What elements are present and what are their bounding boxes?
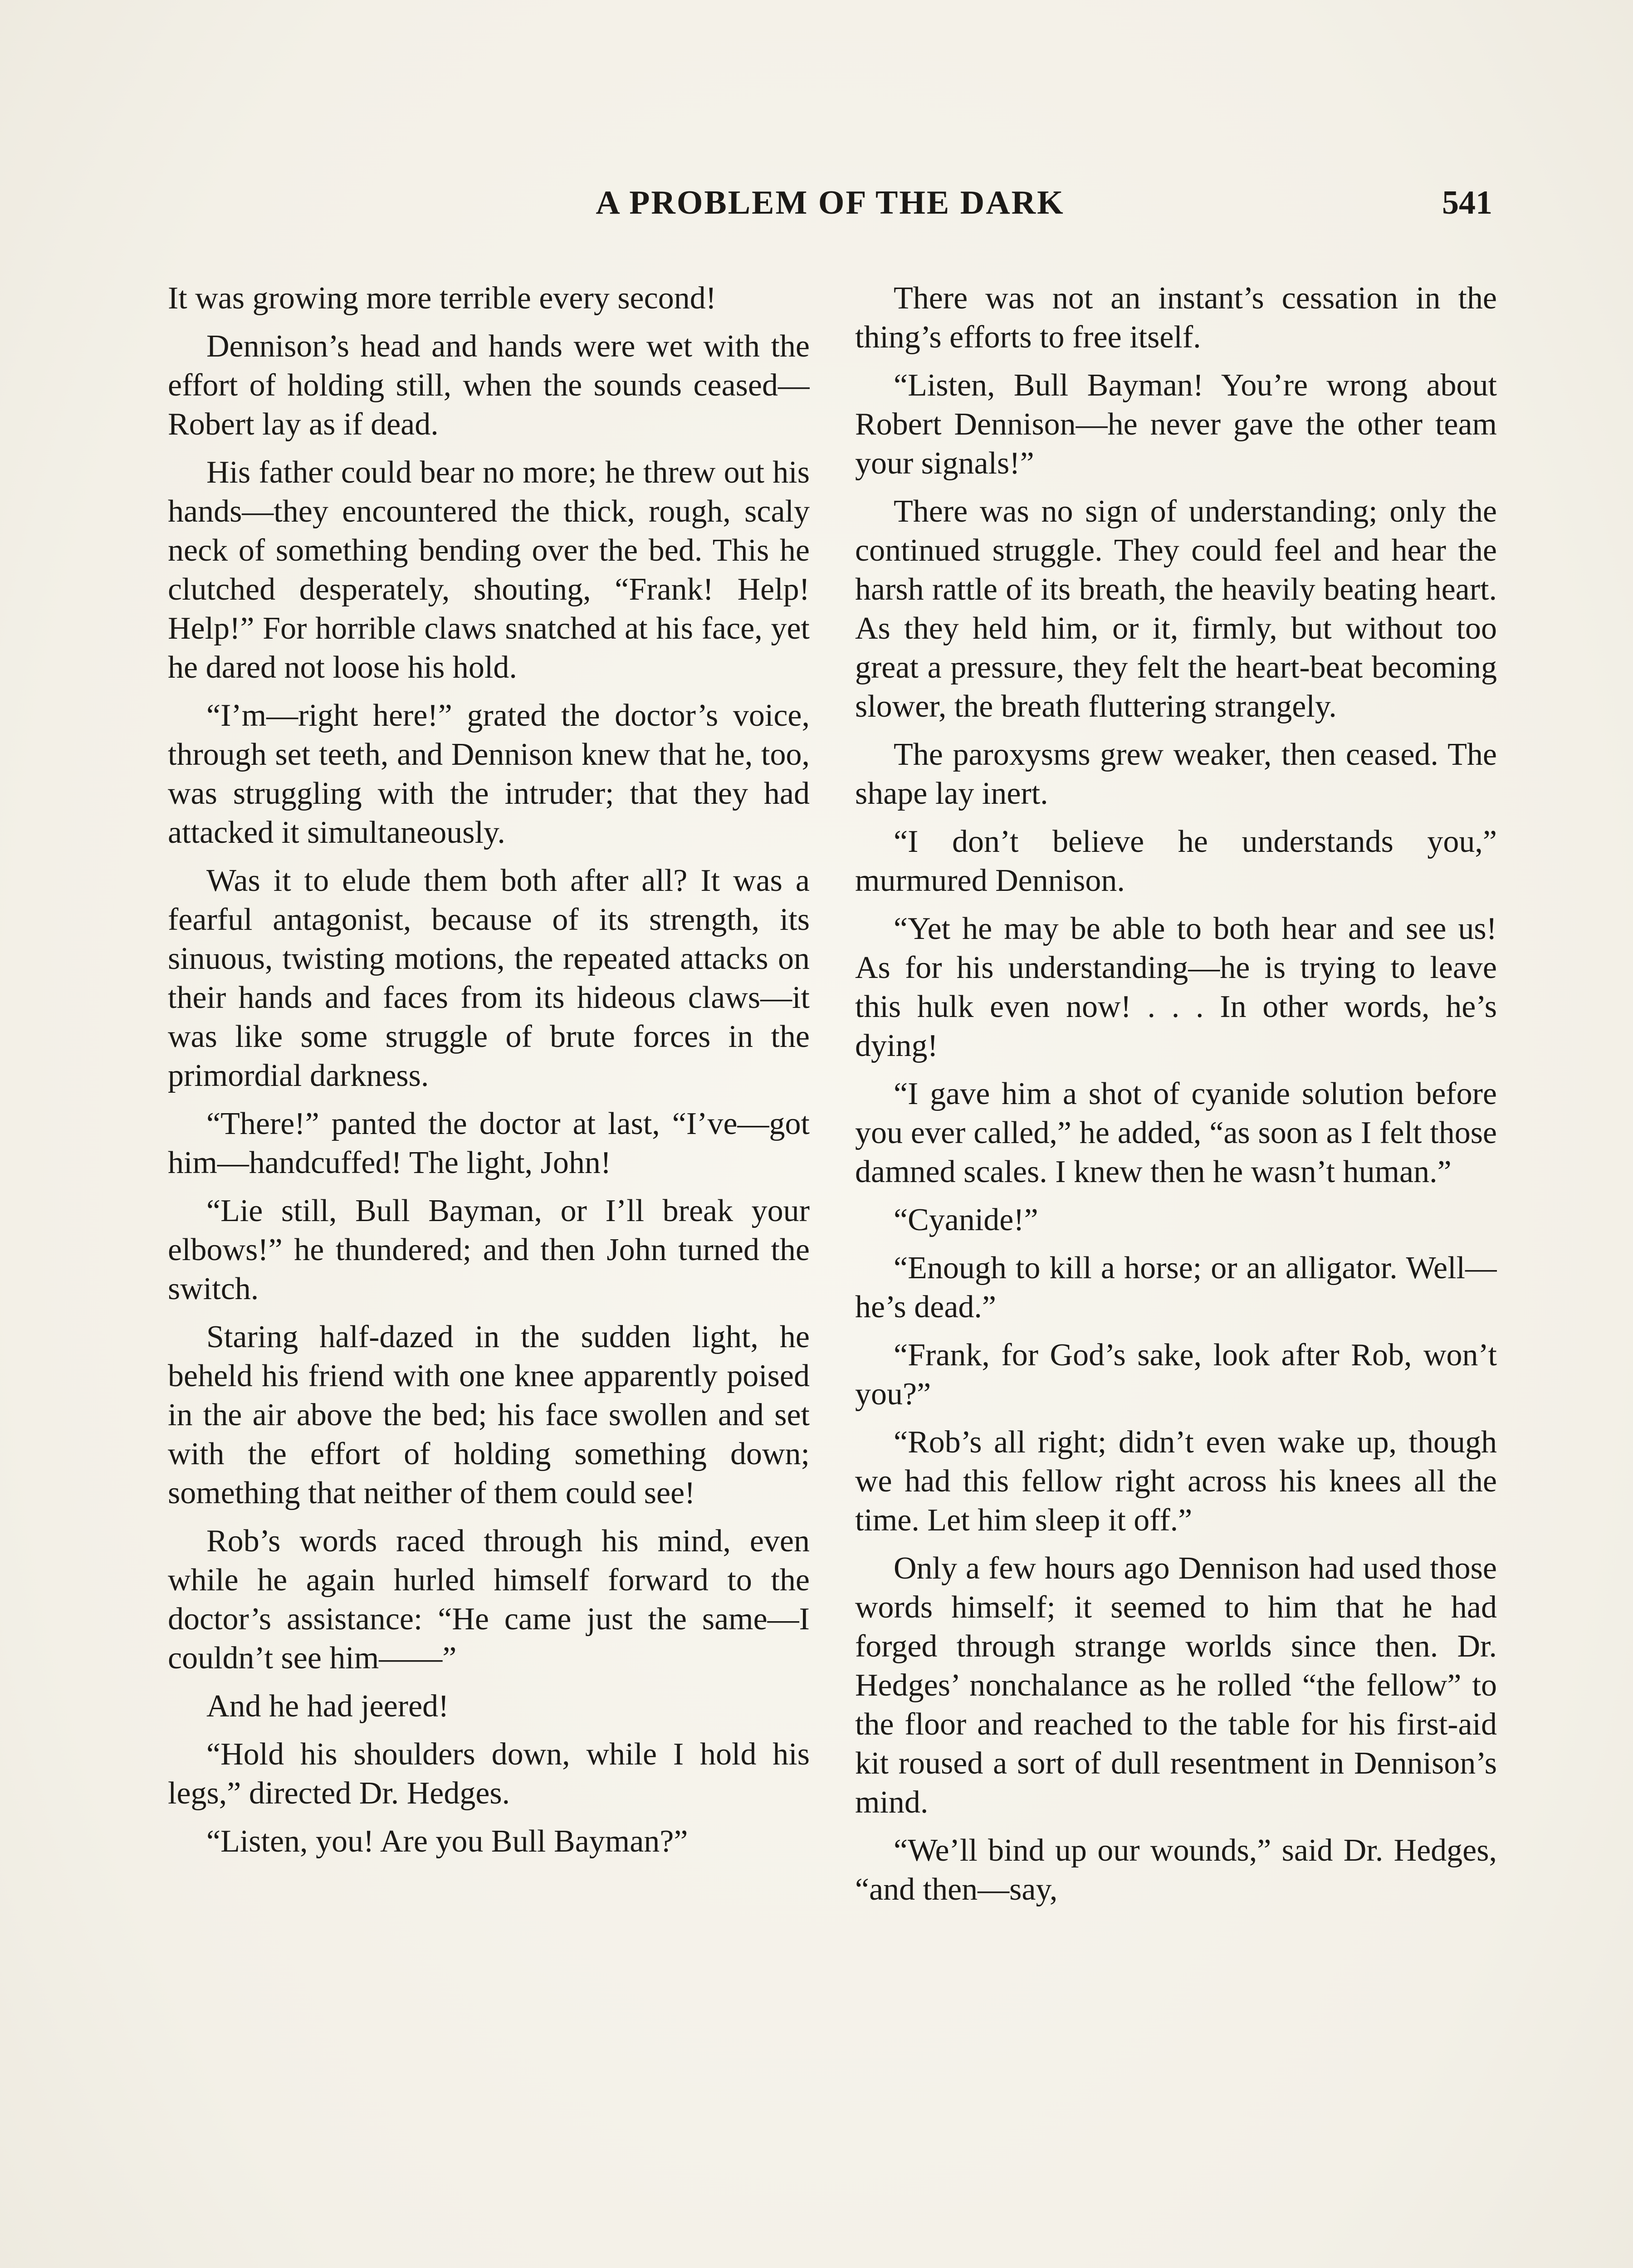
paragraph: “Cyanide!” xyxy=(894,1202,1038,1237)
paragraph: “Enough to kill a horse; or an alligator. Well—he’s dead.” xyxy=(855,1251,1497,1325)
paragraph: It was growing more terrible every second! xyxy=(168,281,717,316)
paragraph: There was no sign of understanding; only the continued struggle. They could feel and hear the harsh rattle of its breath, the heavily beating heart. As they held him, or it, firmly, but without too great a pressure, they felt the heart-beat becoming slower, the breath fluttering strangely. xyxy=(855,494,1497,724)
paragraph: And he had jeered! xyxy=(206,1689,449,1724)
paragraph: Was it to elude them both after all? It was a fearful antagonist, because of its strength, its sinuous, twisting motions, the repeated attacks on their hands and faces from its hideous claws—it was like some struggle of brute forces in the primordial darkness. xyxy=(168,863,810,1093)
paragraph: His father could bear no more; he threw out his hands—they encountered the thick, rough, scaly neck of something bending over the bed. This he clutched desperately, shouting, “Frank! Help! Help!” For horrible claws snatched at his face, yet he dared not loose his hold. xyxy=(168,455,810,685)
running-head xyxy=(168,184,1492,234)
paragraph: “Listen, you! Are you Bull Bayman?” xyxy=(206,1824,688,1859)
paragraph: Staring half-dazed in the sudden light, he beheld his friend with one knee apparently poised in the air above the bed; his face swollen and set with the effort of holding something down; something that neither of them could see! xyxy=(168,1320,810,1510)
paragraph: “There!” panted the doctor at last, “I’ve—got him—handcuffed! The light, John! xyxy=(168,1106,810,1180)
paragraph: “Frank, for God’s sake, look after Rob, won’t you?” xyxy=(855,1338,1497,1412)
paragraph: “Listen, Bull Bayman! You’re wrong about Robert Dennison—he never gave the other team your signals!” xyxy=(855,368,1497,481)
paragraph: “Lie still, Bull Bayman, or I’ll break your elbows!” he thundered; and then John turned the switch. xyxy=(168,1193,810,1306)
paragraph: The paroxysms grew weaker, then ceased. The shape lay inert. xyxy=(855,737,1497,811)
left-text-column xyxy=(168,279,810,2268)
paragraph: “Yet he may be able to both hear and see us! As for his understanding—he is trying to leave this hulk even now! . . . In other words, he’s dying! xyxy=(855,911,1497,1063)
paragraph: Dennison’s head and hands were wet with the effort of holding still, when the sounds ceased—Robert lay as if dead. xyxy=(168,329,810,442)
right-text-column xyxy=(855,279,1497,2268)
paragraph: “Rob’s all right; didn’t even wake up, though we had this fellow right across his knees all the time. Let him sleep it off.” xyxy=(855,1425,1497,1538)
paragraph: “I gave him a shot of cyanide solution before you ever called,” he added, “as soon as I felt those damned scales. I knew then he wasn’t human.” xyxy=(855,1076,1497,1189)
chapter-title: A PROBLEM OF THE DARK xyxy=(596,184,1065,221)
paragraph: Rob’s words raced through his mind, even while he again hurled himself forward to the doctor’s assistance: “He came just the same—I couldn’t see him——” xyxy=(168,1524,810,1676)
paragraph: There was not an instant’s cessation in the thing’s efforts to free itself. xyxy=(855,281,1497,355)
paragraph: Only a few hours ago Dennison had used those words himself; it seemed to him that he had forged through strange worlds since then. Dr. Hedges’ nonchalance as he rolled “the fellow” to the floor and reached to the table for his first-aid kit roused a sort of dull resentment in Dennison’s mind. xyxy=(855,1551,1497,1820)
page-number: 541 xyxy=(1442,184,1492,221)
paragraph: “We’ll bind up our wounds,” said Dr. Hedges, “and then—say, xyxy=(855,1833,1497,1907)
paragraph: “Hold his shoulders down, while I hold his legs,” directed Dr. Hedges. xyxy=(168,1737,810,1811)
paragraph: “I don’t believe he understands you,” murmured Dennison. xyxy=(855,824,1497,898)
paragraph: “I’m—right here!” grated the doctor’s voice, through set teeth, and Dennison knew that he, too, was struggling with the intruder; that they had attacked it simultaneously. xyxy=(168,698,810,850)
